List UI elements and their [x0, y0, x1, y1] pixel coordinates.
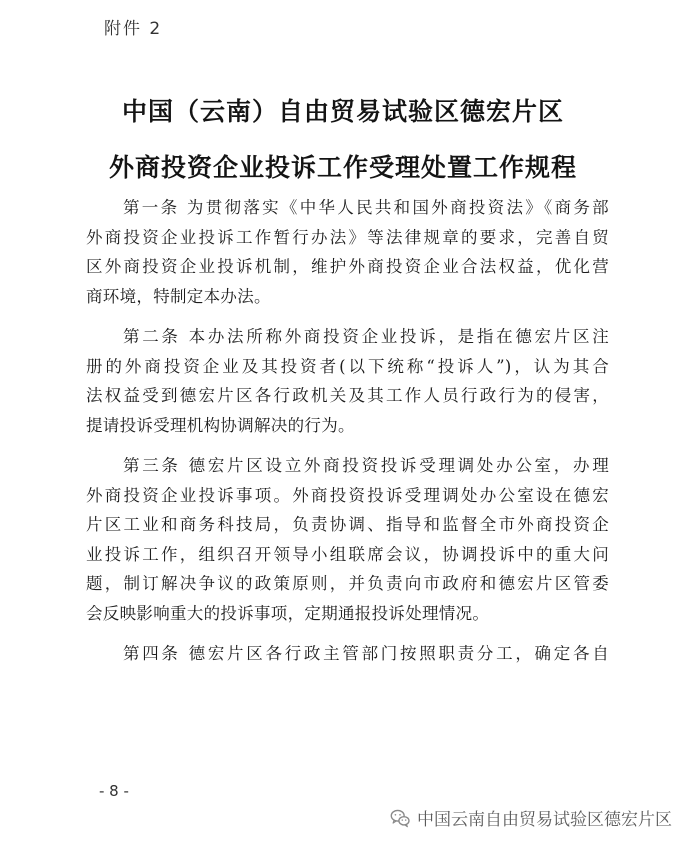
- text-line: 商环境，特制定本办法。: [86, 286, 271, 306]
- text-line: 区外商投资企业投诉机制，维护外商投资企业合法权益，优化营: [86, 257, 609, 276]
- document-body: [86, 193, 609, 680]
- text-line: 会反映影响重大的投诉事项，定期通报投诉处理情况。: [86, 603, 490, 623]
- wechat-icon: [389, 807, 411, 829]
- text-line: 业投诉工作，组织召开领导小组联席会议，协调投诉中的重大问: [86, 544, 609, 564]
- attachment-label: 附件 2: [104, 19, 163, 39]
- document-title-line-1: 中国（云南）自由贸易试验区德宏片区: [121, 97, 564, 126]
- article-3: [86, 451, 609, 628]
- article-1: [86, 193, 609, 311]
- text-line: 外商投资企业投诉事项。外商投资投诉受理调处办公室设在德宏: [86, 485, 609, 505]
- text-line: 题，制订解决争议的政策原则，并负责向市政府和德宏片区管委: [86, 574, 609, 593]
- text-line: 册的外商投资企业及其投资者(以下统称“投诉人”)，认为其合: [86, 356, 609, 376]
- text-line: 提请投诉受理机构协调解决的行为。: [86, 415, 355, 435]
- text-line: 片区工业和商务科技局，负责协调、指导和监督全市外商投资企: [86, 515, 609, 534]
- text-line: 第三条 德宏片区设立外商投资投诉受理调处办公室，办理: [123, 456, 609, 475]
- text-line: 第二条 本办法所称外商投资企业投诉，是指在德宏片区注: [123, 327, 609, 346]
- text-line: 第四条 德宏片区各行政主管部门按照职责分工，确定各自: [123, 644, 609, 663]
- article-4: [86, 639, 609, 669]
- text-line: 第一条 为贯彻落实《中华人民共和国外商投资法》《商务部: [123, 198, 609, 217]
- wechat-watermark: [389, 805, 672, 830]
- watermark-text: 中国云南自由贸易试验区德宏片区: [417, 810, 672, 830]
- article-2: [86, 322, 609, 440]
- page-number: - 8 -: [99, 782, 129, 800]
- text-line: 法权益受到德宏片区各行政机关及其工作人员行政行为的侵害，: [86, 386, 609, 405]
- text-line: 外商投资企业投诉工作暂行办法》等法律规章的要求，完善自贸: [86, 227, 609, 247]
- document-title-line-2: 外商投资企业投诉工作受理处置工作规程: [108, 153, 577, 182]
